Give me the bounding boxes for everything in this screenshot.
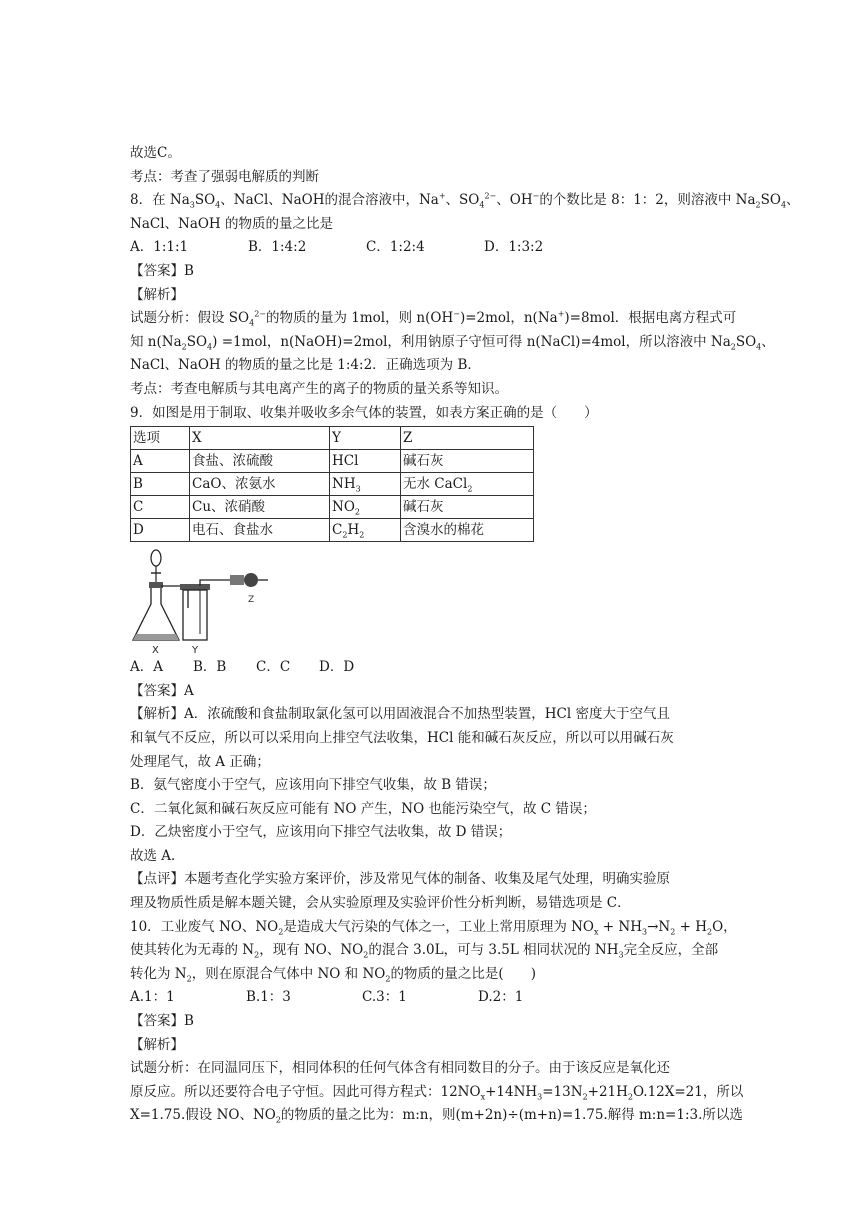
question-10-stem: 10．工业废气 NO、$NO_2$是造成大气污染的气体之一，工业上常用原理为 $NO_x + NH_3\to N_2 + H_2O$， — [130, 918, 737, 937]
table-header-cell: X — [190, 427, 330, 450]
analysis-line: X=1.75.假设 NO、$NO_2$的物质的量之比为：m:n，则(m+2n)÷(m+n)=1.75.解得 m:n=1:3.所以选 — [130, 1107, 743, 1126]
question-8-stem: 8．在 $Na_3SO_4$、NaCl、NaOH的混合溶液中，Na+、$SO_4^{2-}$、OH−的个数比是 8：1：2，则溶液中 $Na_2SO_4$、 — [130, 191, 800, 210]
table-cell: 碱石灰 — [401, 496, 534, 519]
question-9-options — [130, 656, 742, 680]
explanation-line: 处理尾气，故 A 正确； — [130, 753, 270, 770]
explanation-line: 故选 A． — [130, 847, 185, 864]
review-line: 【点评】本题考查化学实验方案评价，涉及常见气体的制备、收集及尾气处理，明确实验原 — [130, 871, 670, 888]
table-row — [131, 496, 534, 519]
analysis-line: 试题分析：假设 $SO_4^{2-}$的物质的量为 1mol，则 n(OH−)=2mol，n(Na+)=8mol．根据电离方程式可 — [130, 309, 737, 328]
option-a: A.1：1 — [130, 989, 175, 1006]
analysis-line: NaCl、NaOH 的物质的量之比是 1:4:2．正确选项为 B． — [130, 357, 481, 374]
review-line: 理及物质性质是解本题关键，会从实验原理及实验评价性分析判断，易错选项是 C． — [130, 895, 631, 912]
option-b: B．B — [193, 659, 227, 676]
table-cell: 电石、食盐水 — [190, 519, 330, 542]
option-a: A．A — [130, 659, 163, 676]
option-a: A．1:1:1 — [130, 239, 189, 256]
table-header-row — [131, 427, 534, 450]
question-10-stem-cont: 使其转化为无毒的 $N_2$，现有 NO、$NO_2$的混合 3.0L，可与 3.5L 相同状况的 $NH_3$完全反应，全部 — [130, 942, 719, 960]
table-row — [131, 519, 534, 542]
apparatus-figure — [130, 546, 280, 656]
option-b: B．1:4:2 — [248, 239, 307, 256]
explanation-line: D．乙炔密度小于空气，应该用向下排空气法收集，故 D 错误； — [130, 824, 512, 841]
analysis-heading: 【解析】 — [130, 1036, 184, 1053]
options-table — [130, 426, 534, 542]
answer: 【答案】B — [130, 262, 194, 279]
table-header-cell: Z — [401, 427, 534, 450]
table-cell: 食盐、浓硫酸 — [190, 450, 330, 473]
label-x: X — [152, 645, 159, 657]
table-cell: 碱石灰 — [401, 450, 534, 473]
option-d: D.2：1 — [478, 989, 524, 1006]
option-b: B.1：3 — [246, 989, 291, 1006]
explanation-line: B．氨气密度小于空气，应该用向下排空气收集，故 B 错误； — [130, 777, 496, 794]
question-10-stem-cont: 转化为 $N_2$，则在原混合气体中 NO 和 $NO_2$的物质的量之比是( ) — [130, 965, 536, 984]
explanation-line: 【解析】A．浓硫酸和食盐制取氯化氢可以用固液混合不加热型装置，HCl 密度大于空气且 — [130, 706, 670, 723]
table-cell: A — [131, 450, 190, 473]
option-c: C．1:2:4 — [366, 239, 425, 256]
table-cell: $NH_3$ — [330, 473, 401, 496]
document-page — [130, 142, 800, 1128]
text-line: 故选C。 — [130, 145, 181, 161]
table-cell: CaO、浓氨水 — [190, 473, 330, 496]
question-9-stem: 9．如图是用于制取、收集并吸收多余气体的装置，如表方案正确的是（ ） — [130, 404, 598, 421]
table-cell: $NO_2$ — [330, 496, 401, 519]
table-cell: 含溴水的棉花 — [401, 519, 534, 542]
table-cell: HCl — [330, 450, 401, 473]
knowledge-point: 考点：考查电解质与其电离产生的离子的物质的量关系等知识。 — [130, 380, 508, 397]
answer: 【答案】B — [130, 1013, 194, 1030]
analysis-line: 试题分析：在同温同压下，相同体积的任何气体含有相同数目的分子。由于该反应是氧化还 — [130, 1060, 670, 1077]
analysis-line: 原反应。所以还要符合电子守恒。因此可得方程式：$12NO_x+14NH_3=13N_2+21H_2O.12X=21$，所以 — [130, 1083, 744, 1102]
table-cell: D — [131, 519, 190, 542]
table-cell: $C_2H_2$ — [330, 519, 401, 542]
question-8-stem-cont: NaCl、NaOH 的物质的量之比是 — [130, 215, 334, 232]
analysis-line: 知 $n(Na_2SO_4) =1mol$，n(NaOH)=2mol，利用钠原子守恒可得 n(NaCl)=4mol，所以溶液中 $Na_2SO_4$、 — [130, 333, 775, 352]
answer: 【答案】A — [130, 682, 194, 699]
table-cell: B — [131, 473, 190, 496]
label-y: Y — [192, 645, 199, 657]
table-header-cell: 选项 — [131, 427, 190, 450]
option-d: D．1:3:2 — [484, 239, 544, 256]
table-row — [131, 473, 534, 496]
analysis-heading: 【解析】 — [130, 286, 184, 303]
option-c: C．C — [256, 659, 291, 676]
label-z: Z — [248, 595, 255, 606]
table-cell: C — [131, 496, 190, 519]
table-cell: 无水 CaCl$_2$ — [401, 473, 534, 496]
text-line: 考点：考查了强弱电解质的判断 — [130, 168, 319, 185]
table-header-cell: Y — [330, 427, 401, 450]
table-row — [131, 450, 534, 473]
explanation-line: 和氧气不反应，所以可以采用向上排空气法收集，HCl 能和碱石灰反应，所以可以用碱石灰 — [130, 729, 674, 746]
explanation-line: C．二氧化氮和碱石灰反应可能有 NO 产生，NO 也能污染空气，故 C 错误； — [130, 800, 596, 817]
apparatus-drawing — [130, 546, 280, 656]
option-d: D．D — [319, 659, 355, 676]
option-c: C.3：1 — [362, 989, 407, 1006]
question-10-options — [130, 986, 742, 1010]
table-cell: Cu、浓硝酸 — [190, 496, 330, 519]
question-8-options — [130, 236, 742, 260]
